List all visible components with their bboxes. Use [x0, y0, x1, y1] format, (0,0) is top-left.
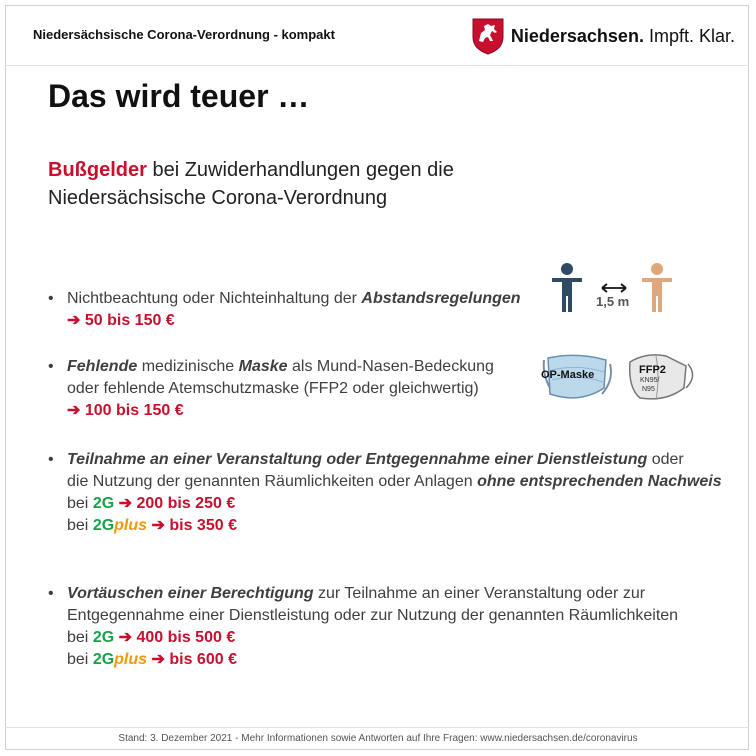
- arrow-icon: ➔: [118, 629, 133, 646]
- page-title: Das wird teuer …: [48, 78, 310, 114]
- item2-emph1: Fehlende: [67, 358, 138, 375]
- ffp2-mask-icon: [626, 350, 696, 404]
- item2-mid: medizinische: [141, 358, 235, 375]
- item4-2gplus: [93, 651, 147, 668]
- distance-label: 1,5 m: [596, 294, 630, 309]
- mask-illustration: [540, 350, 700, 406]
- arrow-icon: ➔: [151, 517, 165, 534]
- item2-rest: als Mund-Nasen-Bedeckung: [292, 358, 494, 375]
- ffp2-sub2: N95: [642, 386, 655, 393]
- item3-plus: plus: [114, 517, 148, 534]
- header: [5, 5, 749, 66]
- item2-fine: 100 bis 150 €: [84, 402, 184, 419]
- item4-bei-2: bei: [67, 651, 89, 668]
- bullet: •: [48, 358, 54, 375]
- list-item: [48, 356, 547, 422]
- item4-plus: plus: [114, 651, 148, 668]
- arrow-icon: ➔: [67, 402, 81, 419]
- item4-2g-1: 2G: [92, 629, 115, 646]
- item3-fine-2gplus: bis 350 €: [169, 517, 237, 534]
- item4-bei-1: bei: [67, 629, 89, 646]
- item3-2gplus: [93, 517, 147, 534]
- item3-emph1: Teilnahme an einer Veranstaltung oder Entgegennahme einer Dienstleistung: [67, 451, 648, 468]
- item3-rest1: oder: [651, 451, 684, 468]
- item3-2g-1: 2G: [92, 495, 115, 512]
- item3-emph2: ohne entsprechenden Nachweis: [477, 473, 722, 490]
- coat-of-arms-icon: [471, 17, 505, 55]
- op-mask-label: OP-Maske: [541, 369, 595, 381]
- item4-line2: Entgegennahme einer Dienstleistung oder zur Nutzung der genannten Räumlichkeiten: [67, 607, 679, 624]
- item1-emph: Abstandsregelungen: [361, 290, 521, 307]
- person-skin-icon: [640, 262, 674, 314]
- intro-highlight: Bußgelder: [48, 159, 147, 181]
- bullet: •: [48, 585, 54, 602]
- bullet: •: [48, 290, 54, 307]
- item2-emph2: Maske: [238, 358, 288, 375]
- item1-text: Nichtbeachtung oder Nichteinhaltung der: [67, 290, 357, 307]
- arrow-icon: ➔: [118, 495, 133, 512]
- item3-bei-2: bei: [67, 517, 89, 534]
- item3-fine-2g: 200 bis 250 €: [136, 495, 236, 512]
- ffp2-label: FFP2: [639, 364, 666, 376]
- header-title: Niedersächsische Corona-Verordnung - kompakt: [33, 27, 335, 42]
- item4-rest1: zur Teilnahme an einer Veranstaltung oder zur: [318, 585, 646, 602]
- intro-line1: bei Zuwiderhandlungen gegen die: [152, 159, 454, 181]
- brand-slogan: Impft. Klar.: [648, 25, 735, 46]
- item4-2g-2: 2G: [92, 651, 115, 668]
- item1-fine: 50 bis 150 €: [84, 312, 175, 329]
- bullet: •: [48, 451, 54, 468]
- item4-fine-2gplus: bis 600 €: [169, 651, 237, 668]
- arrow-icon: ➔: [151, 651, 165, 668]
- footer: Stand: 3. Dezember 2021 - Mehr Informationen sowie Antworten auf Ihre Fragen: www.niedersachsen.de/coronavirus: [118, 733, 638, 744]
- brand-name: Niedersachsen.: [510, 25, 644, 46]
- double-arrow-icon: [601, 283, 627, 293]
- item4-fine-2g: 400 bis 500 €: [136, 629, 236, 646]
- item3-line2: die Nutzung der genannten Räumlichkeiten oder Anlagen: [67, 473, 473, 490]
- brand-text: [511, 26, 735, 47]
- item4-emph: Vortäuschen einer Berechtigung: [67, 585, 314, 602]
- list-item: [48, 288, 587, 332]
- item3-bei-1: bei: [67, 495, 89, 512]
- footer-divider: [5, 727, 749, 728]
- arrow-icon: ➔: [67, 312, 81, 329]
- list-item: [48, 583, 747, 671]
- item2-line2: oder fehlende Atemschutzmaske (FFP2 oder gleichwertig): [67, 380, 479, 397]
- intro: [48, 156, 608, 212]
- list-item: [48, 449, 737, 537]
- ffp2-sub1: KN95/: [640, 377, 660, 384]
- intro-line2: Niedersächsische Corona-Verordnung: [48, 187, 388, 209]
- brand: [471, 17, 735, 55]
- item3-2g-2: 2G: [92, 517, 115, 534]
